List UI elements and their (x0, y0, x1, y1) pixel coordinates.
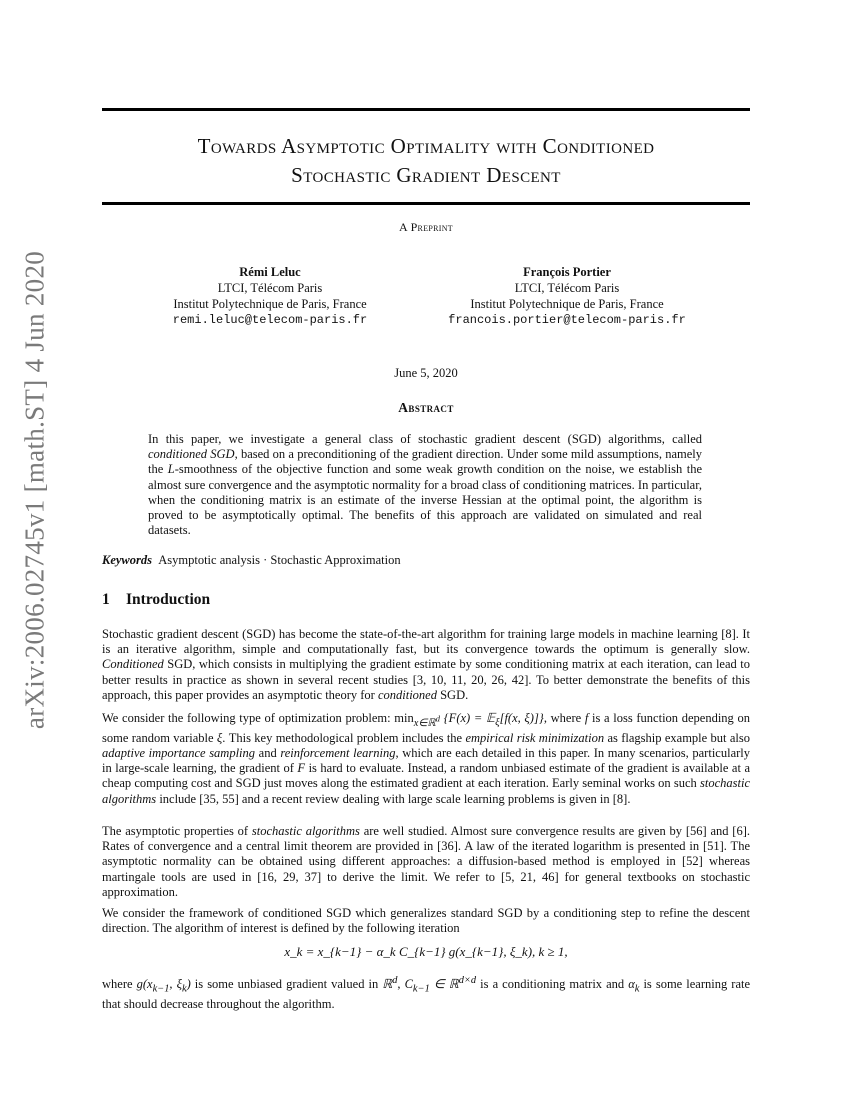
paragraph-4: We consider the framework of conditioned SGD which generalizes standard SGD by a conditioning step to refine the descent direction. The algorithm of interest is defined by the following iteration (102, 906, 750, 936)
author-block-1 (105, 264, 435, 328)
keywords-label: Keywords (102, 553, 152, 567)
iteration-equation: x_k = x_{k−1} − α_k C_{k−1} g(x_{k−1}, ξ_k), k ≥ 1, (284, 944, 568, 959)
title-rule-bottom (102, 202, 750, 205)
author-block-2 (402, 264, 732, 328)
author-affiliation: LTCI, Télécom Paris (217, 281, 323, 295)
paragraph-3: The asymptotic properties of stochastic algorithms are well studied. Almost sure convergence results are given by [56] and [6]. Rates of convergence and a central limit theorem are provided in [36]. A law of the iterated logarithm is presented in [51]. The asymptotic normality can be obtained using different approaches: a diffusion-based method is employed in [52] whereas martingale tools are used in [16, 29, 37] to derive the limit. We refer to [5, 21, 46] for general textbooks on stochastic approximation. (102, 824, 750, 899)
arxiv-sidebar-stamp (16, 250, 54, 730)
author-name: Rémi Leluc (239, 265, 301, 279)
arxiv-id: arXiv:2006.02745v1 [math.ST] 4 Jun 2020 (19, 250, 50, 730)
author-email[interactable]: remi.leluc@telecom-paris.fr (172, 313, 368, 327)
section-heading (102, 591, 210, 609)
paragraph-1: Stochastic gradient descent (SGD) has become the state-of-the-art algorithm for training large models in machine learning [8]. It is an iterative algorithm, simple and computationally fast, but its convergence towards the optimum is generally slow. Conditioned SGD, which consists in multiplying the gradient estimate by some conditioning matrix at each iteration, can lead to better results in practice as shown in several recent studies [3, 10, 11, 20, 26, 42]. To better demonstrate the benefits of this approach, this paper provides an asymptotic theory for conditioned SGD. (102, 627, 750, 702)
keywords-line (102, 553, 750, 568)
abstract-heading: Abstract (398, 400, 454, 415)
title-line-2: Stochastic Gradient Descent (291, 163, 561, 187)
preprint-label: A Preprint (398, 220, 453, 234)
author-institution: Institut Polytechnique de Paris, France (173, 297, 367, 311)
paragraph-2: We consider the following type of optimization problem: $\min_{x\in ℝ^d} \{F(x)$ = 𝔼$_\xi$[f(x, ξ)]}, where f is a loss function depending on some random variable ξ. This key methodological problem includes the empirical risk minimization as flagship example but also adaptive importance sampling and reinforcement learning, which are each detailed in this paper. In many scenarios, particularly in large-scale learning, the gradient of F is hard to evaluate. Instead, a random unbiased estimate of the gradient is available at a cheap computing cost and SGD just moves along the estimated gradient at each iteration. Early seminal works on such stochastic algorithms include [35, 55] and a recent review dealing with large scale learning problems is given in [8]. (102, 711, 750, 806)
author-institution: Institut Polytechnique de Paris, France (470, 297, 664, 311)
title-line-1: Towards Asymptotic Optimality with Conditioned (197, 134, 655, 158)
title-rule-top (102, 108, 750, 111)
section-title: Introduction (126, 591, 211, 608)
keywords-text: Asymptotic analysis · Stochastic Approximation (158, 553, 401, 567)
paragraph-5: where $g(x_{k-1}$, $\xi_k$) is some unbiased gradient valued in ℝ$^d$, $C_{k-1}$ ∈ ℝ$^{d\times d}$ is a conditioning matrix and $\alpha_k$ is some learning rate that should decrease throughout the algorithm. (102, 975, 751, 1011)
author-affiliation: LTCI, Télécom Paris (514, 281, 620, 295)
paper-date: June 5, 2020 (394, 366, 458, 380)
section-number: 1 (102, 591, 110, 608)
abstract-body: In this paper, we investigate a general class of stochastic gradient descent (SGD) algorithms, called conditioned SGD, based on a preconditioning of the gradient direction. Under some mild assumptions, namely the L-smoothness of the objective function and some weak growth condition on the noise, we establish the almost sure convergence and the asymptotic normality for a broad class of conditioning matrices. In particular, when the conditioning matrix is an estimate of the inverse Hessian at the optimal point, the algorithm is proved to be asymptotically optimal. The benefits of this approach are validated on simulated and real datasets. (148, 432, 702, 538)
paper-title (102, 132, 750, 190)
author-name: François Portier (523, 265, 611, 279)
author-email[interactable]: francois.portier@telecom-paris.fr (448, 313, 686, 327)
